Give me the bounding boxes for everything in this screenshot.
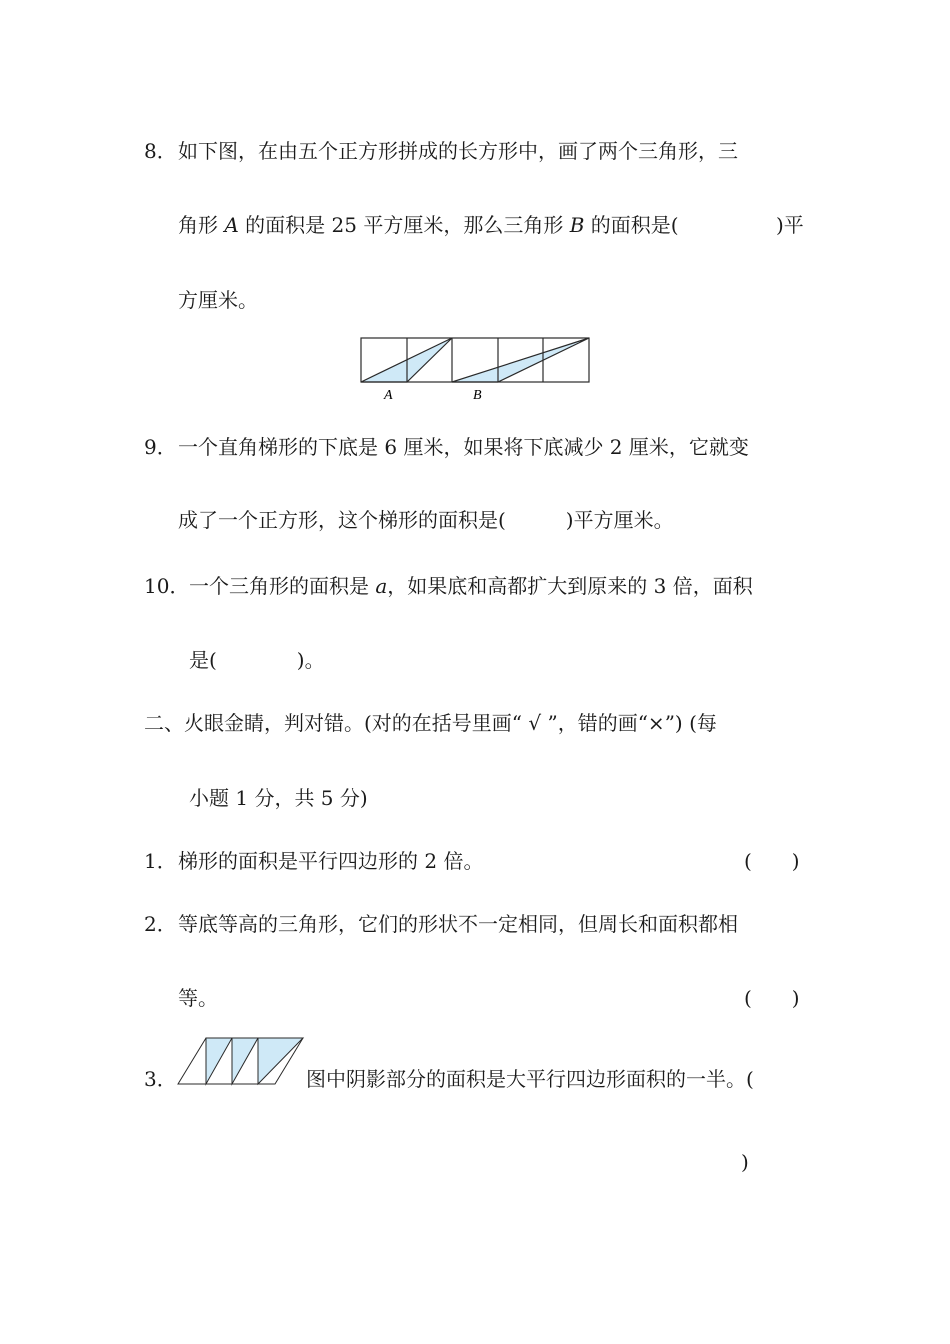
section-2-heading: 二、火眼金睛，判对错。(对的在括号里画“ √ ”，错的画“×”) (每 <box>144 711 717 735</box>
q8-line-1: 如下图，在由五个正方形拼成的长方形中，画了两个三角形，三 <box>178 139 738 163</box>
label-b: B <box>473 388 482 403</box>
shaded-triangle <box>232 1038 258 1084</box>
q8-line-2-end: )平 <box>776 213 804 237</box>
j2-line-2: 等。 <box>178 986 218 1010</box>
j3-text: 图中阴影部分的面积是大平行四边形面积的一半。( <box>306 1067 754 1091</box>
section-2-heading-cont: 小题 1 分，共 5 分) <box>189 786 368 810</box>
q8-line-2: 角形 A 的面积是 25 平方厘米，那么三角形 B 的面积是( <box>178 213 679 237</box>
j3-parallelogram-figure <box>177 1036 305 1086</box>
q10-number: 10． <box>144 574 190 598</box>
q10-line-2: 是( )。 <box>189 648 325 672</box>
q8-number: 8． <box>144 139 177 163</box>
shaded-triangle <box>258 1038 303 1084</box>
shaded-triangle <box>206 1038 232 1084</box>
triangle-b <box>452 338 589 382</box>
q8-rectangle-figure <box>360 337 592 403</box>
q10-line-1: 一个三角形的面积是 a，如果底和高都扩大到原来的 3 倍，面积 <box>189 574 753 598</box>
j2-answer-parens: ( ) <box>744 986 800 1010</box>
j2-number: 2． <box>144 912 177 936</box>
j3-close-paren: ) <box>741 1150 749 1174</box>
q9-line-2: 成了一个正方形，这个梯形的面积是( )平方厘米。 <box>178 508 674 532</box>
label-a: A <box>384 388 393 403</box>
j2-line-1: 等底等高的三角形，它们的形状不一定相同，但周长和面积都相 <box>178 912 738 936</box>
j3-number: 3． <box>144 1067 177 1091</box>
j1-number: 1． <box>144 849 177 873</box>
q9-number: 9． <box>144 435 177 459</box>
j1-text: 梯形的面积是平行四边形的 2 倍。 <box>178 849 484 873</box>
q9-line-1: 一个直角梯形的下底是 6 厘米，如果将下底减少 2 厘米，它就变 <box>178 435 749 459</box>
j1-answer-parens: ( ) <box>744 849 800 873</box>
q8-line-3: 方厘米。 <box>178 288 258 312</box>
